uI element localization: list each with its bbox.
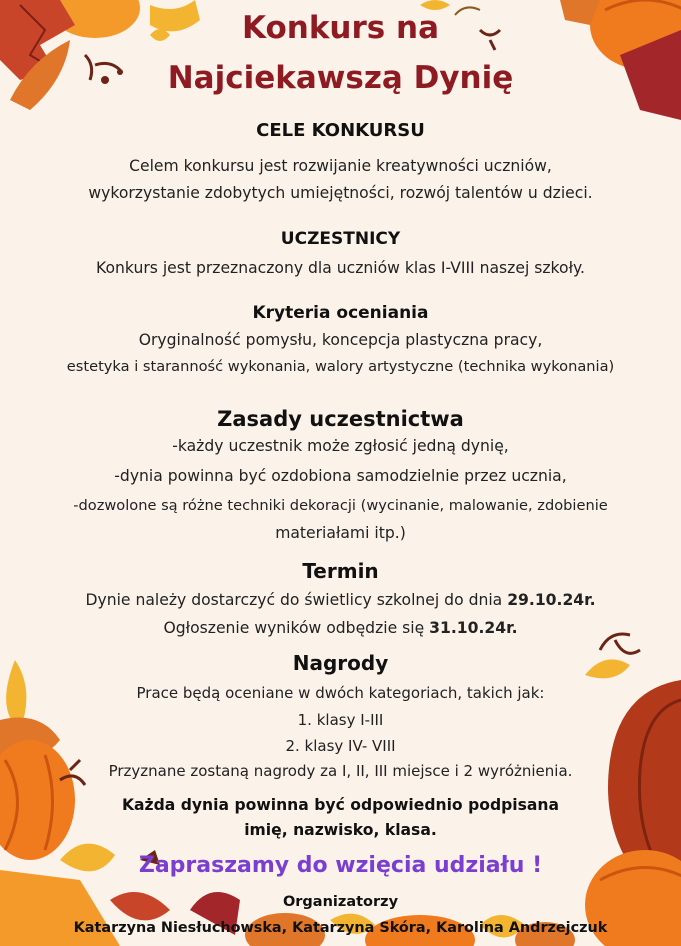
prizes-line-4: Przyznane zostaną nagrody za I, II, III miejsce i 2 wyróżnienia. [108,762,573,780]
deadline-heading: Termin [302,559,379,583]
participants-heading: UCZESTNICY [280,229,401,249]
rules-line-1: -każdy uczestnik może zgłosić jedną dynię, [172,437,509,455]
prizes-line-3: 2. klasy IV- VIII [285,737,396,755]
goals-line-1: Celem konkursu jest rozwijanie kreatywności uczniów, [129,157,552,175]
organizers-heading: Organizatorzy [282,894,399,910]
prizes-heading: Nagrody [292,651,389,675]
deadline-date-results: 31.10.24r. [429,619,518,637]
goals-line-2: wykorzystanie zdobytych umiejętności, rozwój talentów u dzieci. [88,184,593,202]
criteria-heading: Kryteria oceniania [252,303,429,323]
note-line-1: Każda dynia powinna być odpowiednio podpisana [121,796,560,814]
deadline-line-2-text: Ogłoszenie wyników odbędzie się [163,619,430,637]
participants-line-1: Konkurs jest przeznaczony dla uczniów klas I-VIII naszej szkoły. [96,259,585,277]
invitation-text: Zapraszamy do wzięcia udziału ! [138,853,543,878]
title-line-2: Najciekawszą Dynię [167,60,514,96]
criteria-line-2: estetyka i staranność wykonania, walory artystyczne (technika wykonania) [66,358,615,375]
title-line-1: Konkurs na [241,10,440,46]
organizers-names: Katarzyna Niesłuchowska, Katarzyna Skóra, Karolina Andrzejczuk [73,920,608,936]
rules-line-2: -dynia powinna być ozdobiona samodzielnie przez ucznia, [114,467,567,485]
criteria-line-1: Oryginalność pomysłu, koncepcja plastyczna pracy, [138,331,543,349]
rules-line-3: -dozwolone są różne techniki dekoracji (wycinanie, malowanie, zdobienie [73,497,608,514]
goals-heading: CELE KONKURSU [256,120,425,141]
rules-line-4: materiałami itp.) [275,524,406,542]
rules-heading: Zasady uczestnictwa [217,407,464,431]
deadline-line-1-text: Dynie należy dostarczyć do świetlicy szkolnej do dnia [85,591,508,609]
note-line-2: imię, nazwisko, klasa. [244,821,437,839]
prizes-line-1: Prace będą oceniane w dwóch kategoriach, takich jak: [136,684,545,702]
deadline-line-2 [0,619,681,637]
deadline-date-delivery: 29.10.24r. [507,591,596,609]
prizes-line-2: 1. klasy I-III [297,711,384,729]
deadline-line-1 [0,591,681,609]
